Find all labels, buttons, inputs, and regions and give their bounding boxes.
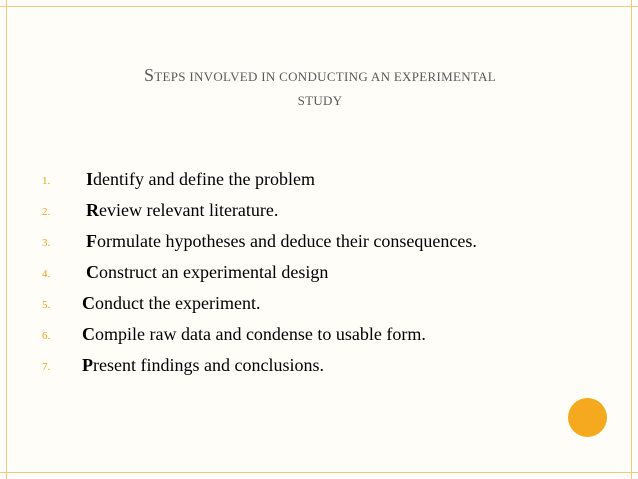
step-initial: C — [82, 324, 95, 344]
slide-title-line-2: STUDY — [297, 93, 343, 108]
step-initial: R — [86, 200, 99, 220]
title-initial: S — [143, 65, 155, 85]
step-number: 1. — [42, 175, 51, 187]
step-text — [82, 293, 260, 314]
frame-line-top — [0, 6, 638, 7]
list-item — [0, 228, 638, 259]
step-text — [86, 169, 315, 190]
step-text — [86, 200, 278, 221]
step-number: 6. — [42, 330, 51, 342]
list-item — [0, 197, 638, 228]
step-number: 4. — [42, 268, 51, 280]
step-initial: C — [86, 262, 99, 282]
frame-line-bottom — [0, 472, 638, 473]
steps-list — [0, 166, 638, 383]
step-rest: onduct the experiment. — [95, 293, 261, 313]
step-rest: resent findings and conclusions. — [93, 355, 324, 375]
decorative-circle — [568, 398, 607, 437]
step-rest: ompile raw data and condense to usable form. — [95, 324, 426, 344]
step-number: 2. — [42, 206, 51, 218]
step-number: 7. — [42, 361, 51, 373]
step-rest: onstruct an experimental design — [99, 262, 329, 282]
list-item — [0, 259, 638, 290]
step-initial: F — [86, 231, 97, 251]
step-rest: ormulate hypotheses and deduce their consequences. — [97, 231, 477, 251]
step-initial: P — [82, 355, 93, 375]
step-initial: C — [82, 293, 95, 313]
step-text — [82, 324, 426, 345]
step-number: 3. — [42, 237, 51, 249]
list-item — [0, 352, 638, 383]
step-text — [86, 262, 328, 283]
list-item — [0, 321, 638, 352]
slide-title — [40, 63, 600, 113]
slide-title-line-1 — [40, 63, 600, 89]
step-initial: I — [86, 169, 94, 189]
list-item — [0, 290, 638, 321]
step-number: 5. — [42, 299, 51, 311]
list-item — [0, 166, 638, 197]
step-rest: dentify and define the problem — [93, 169, 315, 189]
step-rest: eview relevant literature. — [99, 200, 279, 220]
title-line-1-rest: TEPS INVOLVED IN CONDUCTING AN EXPERIMENTAL — [154, 69, 497, 84]
step-text — [82, 355, 324, 376]
step-text — [86, 231, 477, 252]
